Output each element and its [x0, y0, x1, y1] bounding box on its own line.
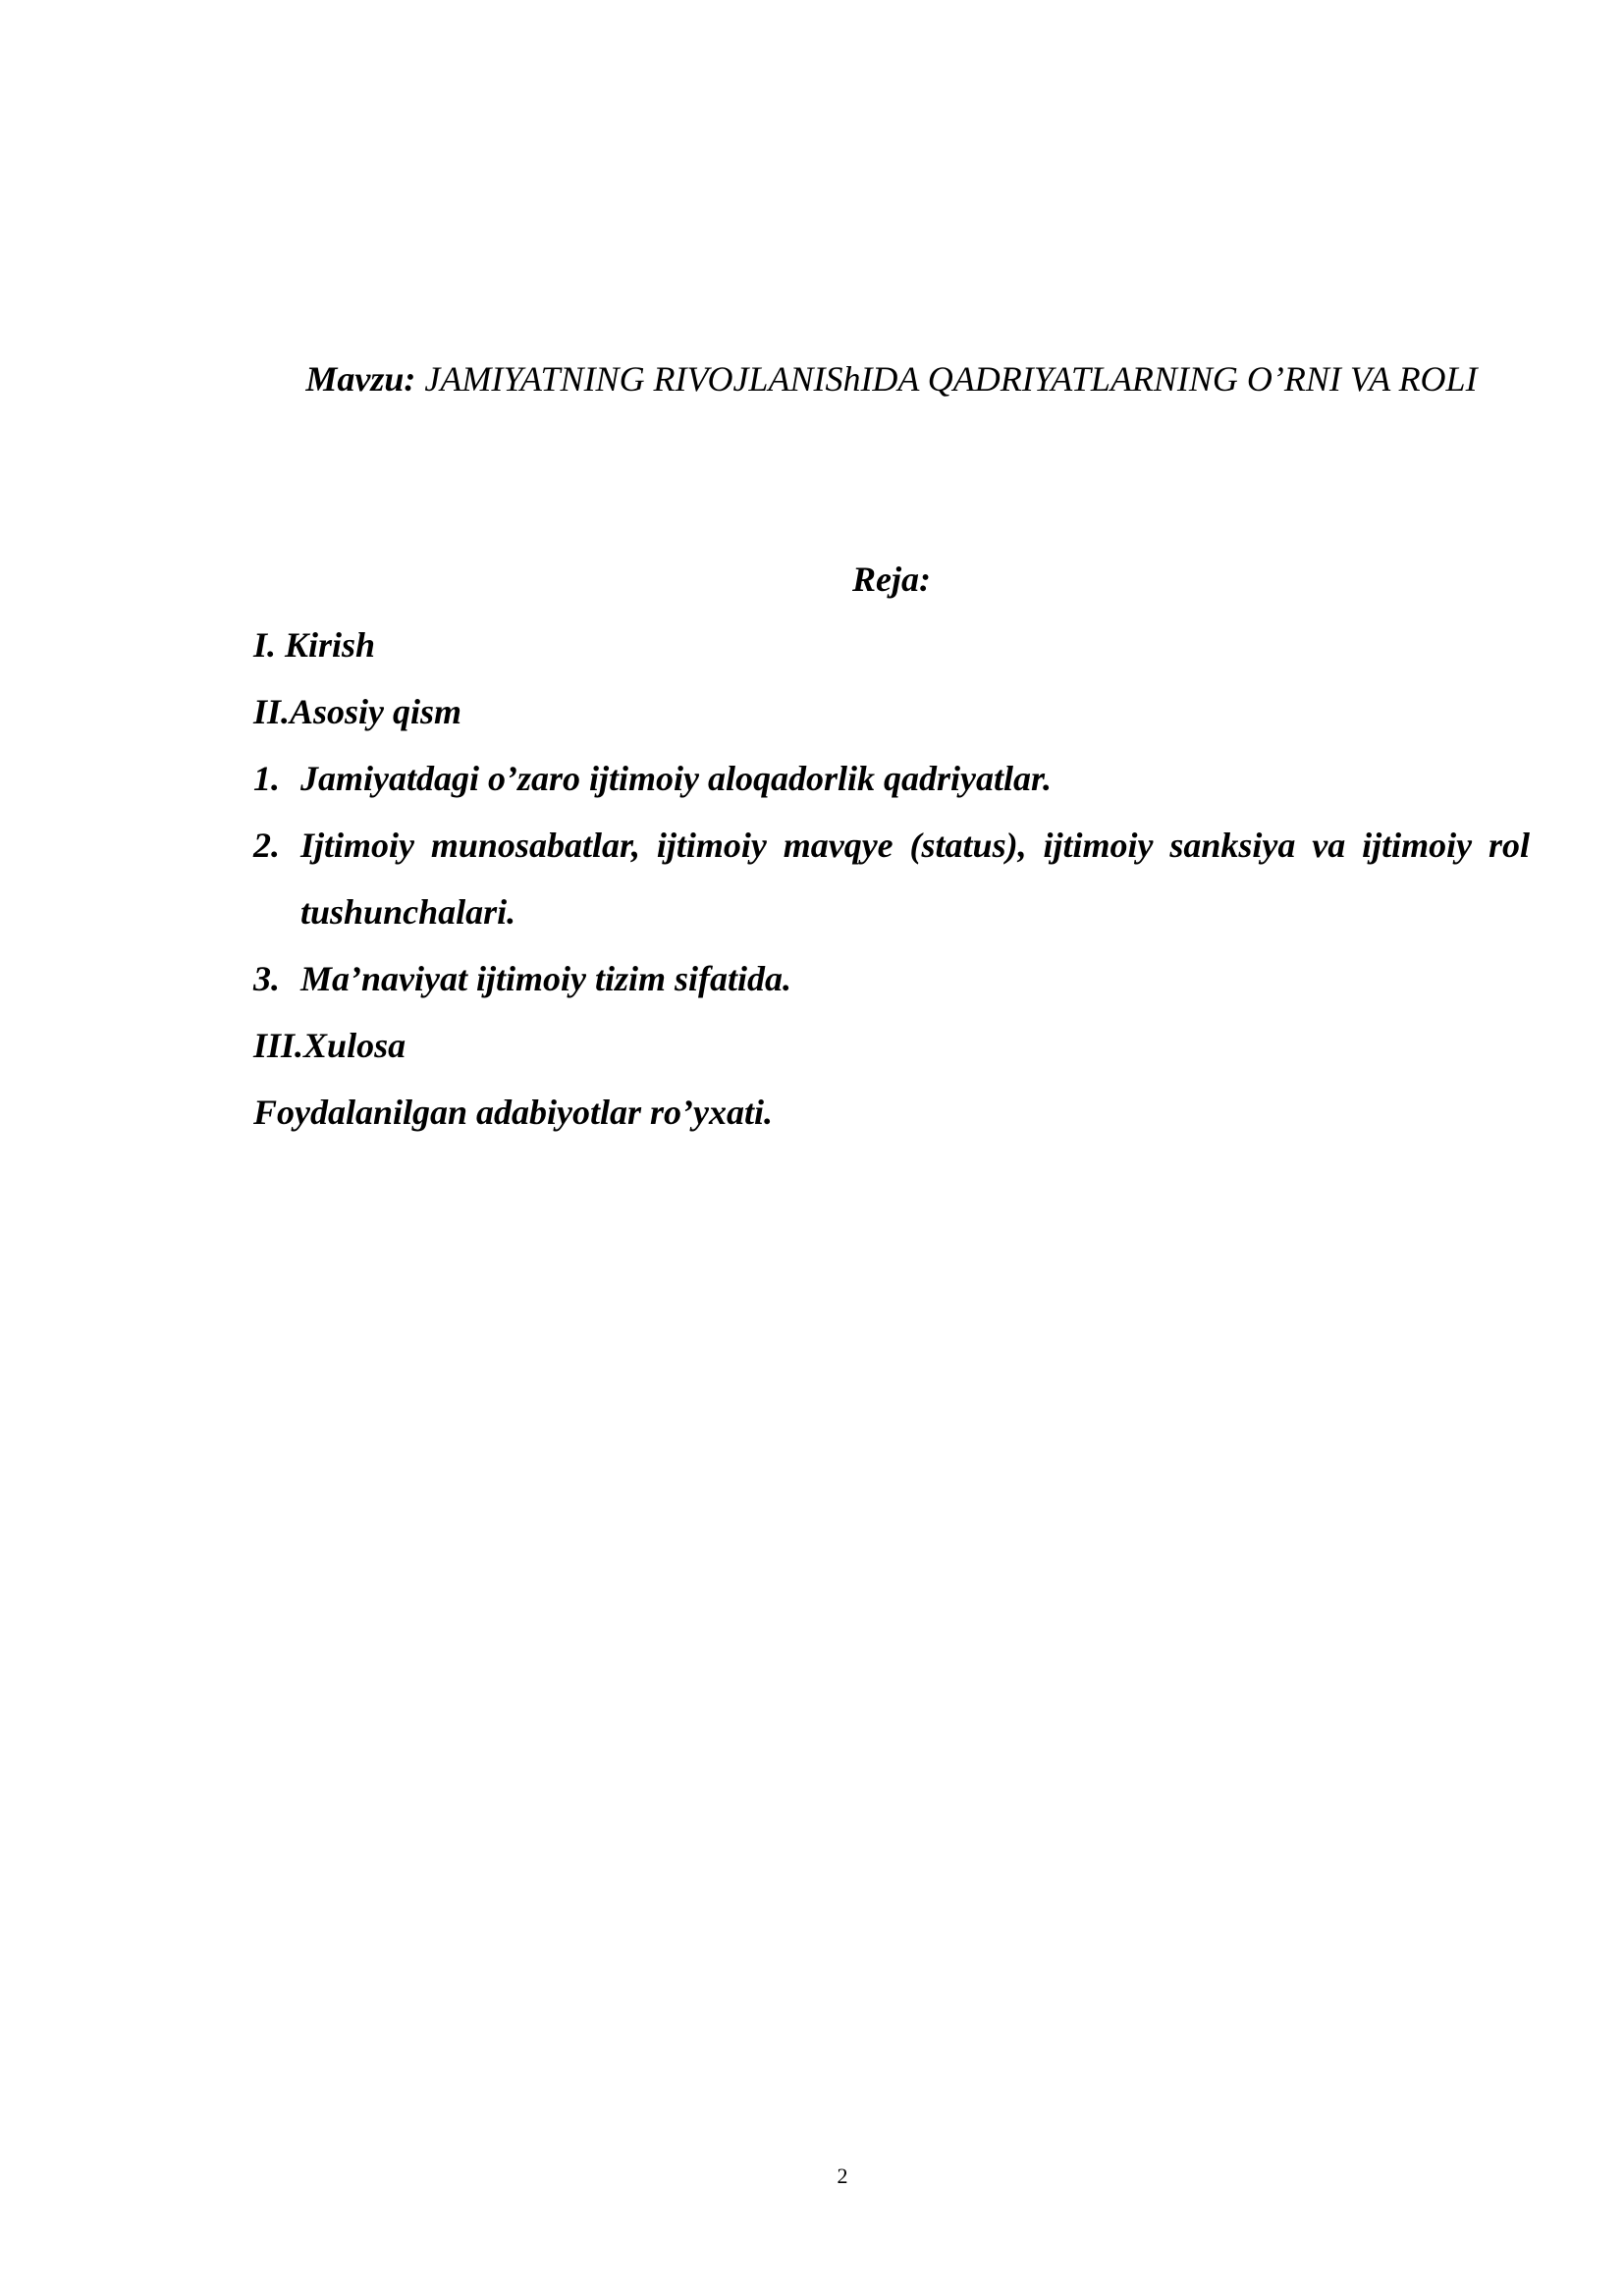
plan-item-text: Foydalanilgan adabiyotlar ro’yxati.: [253, 1093, 774, 1132]
plan-subitem-number: 3.: [253, 959, 280, 998]
plan-item-text: I. Kirish: [253, 625, 376, 665]
title-topic: JAMIYATNING RIVOJLANIShIDA QADRIYATLARNING O’RNI VA ROLI: [424, 359, 1478, 399]
plan-list: [253, 612, 1530, 1146]
plan-subitem-3: [253, 945, 1530, 1012]
plan-subitem-2: [253, 812, 1530, 945]
plan-subitem-text: Ma’naviyat ijtimoiy tizim sifatida.: [300, 959, 791, 998]
plan-item-main-part: [253, 678, 1530, 745]
plan-subitem-text: Ijtimoiy munosabatlar, ijtimoiy mavqye (status), ijtimoiy sanksiya va ijtimoiy rol tushunchalari.: [300, 826, 1530, 932]
plan-subitem-1: [253, 745, 1530, 812]
plan-subitem-text: Jamiyatdagi o’zaro ijtimoiy aloqadorlik qadriyatlar.: [300, 759, 1053, 798]
plan-item-references: [253, 1079, 1530, 1146]
plan-subitem-number: 1.: [253, 759, 280, 798]
plan-item-text: III.Xulosa: [253, 1026, 406, 1065]
plan-item-conclusion: [253, 1012, 1530, 1079]
title-label: Mavzu:: [305, 359, 416, 399]
plan-item-text: II.Asosiy qism: [253, 692, 462, 731]
document-title: [253, 346, 1530, 412]
page-number: 2: [837, 2163, 848, 2188]
plan-item-introduction: [253, 612, 1530, 678]
plan-heading: Reja:: [852, 560, 931, 599]
plan-subitem-number: 2.: [253, 826, 280, 865]
